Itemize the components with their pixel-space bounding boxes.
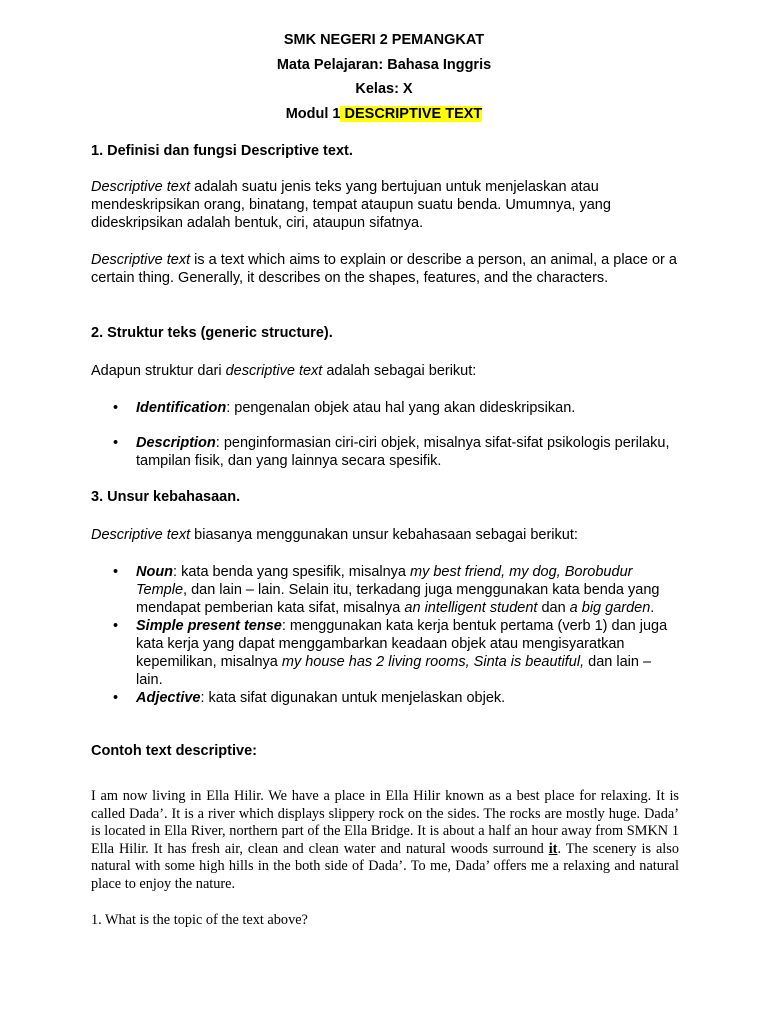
underlined-word: it [548,840,558,857]
term-noun: Noun [136,564,174,580]
structure-list [91,399,681,417]
example-text: I am now living in Ella Hilir. We have a place in Ella Hilir known as a best place for relaxing. It is called Dada’. It is a river which displays slippery rock on the sides. The rocks are mostly huge. Dada’ is located in Ella River, northern part of the Ella Bridge. It is about a half an hour away from SMKN 1 Ella Hilir. It has fresh air, clean and clean water and natural woods surround [91,788,679,857]
item-text: : kata benda yang spesifik, misalnya [173,564,411,580]
section1-heading: 1. Definisi dan fungsi Descriptive text. [91,143,353,159]
example-phrase: a big garden [569,600,651,616]
section2-intro [91,362,681,380]
term-descriptive-text: Descriptive text [91,179,191,195]
section3-heading: 3. Unsur kebahasaan. [91,489,241,505]
item-text: : kata sifat digunakan untuk menjelaskan objek. [200,690,506,706]
term-description: Description [136,435,216,451]
structure-list-2 [91,434,681,470]
term-simple-present-tense: Simple present tense [136,618,282,634]
intro-text: adalah sebagai berikut: [322,363,477,379]
school-name: SMK NEGERI 2 PEMANGKAT [283,32,485,48]
section2-heading: 2. Struktur teks (generic structure). [91,325,333,341]
example-phrase: an intelligent student [404,600,538,616]
section1-paragraph-en [91,251,681,287]
example-heading: Contoh text descriptive: [91,743,257,759]
section1-paragraph-id [91,178,681,232]
language-features-list [91,563,681,707]
list-item-description [91,434,681,470]
term-descriptive-text: Descriptive text [91,527,191,543]
item-text: dan lain – lain. [136,654,652,688]
question-1: 1. What is the topic of the text above? [91,912,308,928]
section3-intro [91,526,681,544]
example-phrase: my best friend, my dog, Borobudur Temple [136,564,633,598]
module-line [0,105,768,123]
item-text: : penginformasian ciri-ciri objek, misalnya sifat-sifat psikologis perilaku, tampilan fisik, dan yang lainnya secara spesifik. [136,435,670,469]
term-descriptive-text: descriptive text [225,363,323,379]
example-paragraph [91,788,679,894]
list-item-adjective [91,689,681,707]
item-text: : pengenalan objek atau hal yang akan dideskripsikan. [226,400,576,416]
module-prefix: Modul 1 [285,106,341,122]
term-descriptive-text: Descriptive text [91,252,191,268]
class-line: Kelas: X [355,81,413,97]
example-phrase: my house has 2 living rooms, Sinta is beautiful, [281,654,585,670]
module-title: DESCRIPTIVE TEXT [340,106,483,122]
list-item-simple-present-tense [91,617,681,689]
intro-text: biasanya menggunakan unsur kebahasaan sebagai berikut: [190,527,578,543]
paragraph-text: adalah suatu jenis teks yang bertujuan untuk menjelaskan atau mendeskripsikan orang, binatang, tempat ataupun suatu benda. Umumnya, yang dideskripsikan adalah bentuk, ciri, ataupun sifatnya. [91,179,611,231]
list-item-identification [91,399,681,417]
item-text: : menggunakan kata kerja bentuk pertama (verb 1) dan juga kata kerja yang dapat menggambarkan keadaan objek atau mengisyaratkan kepemilikan, misalnya [136,618,668,670]
term-adjective: Adjective [136,690,201,706]
item-text: . [650,600,655,616]
example-text: . The scenery is also natural with some high hills in the both side of Dada’. To me, Dada’ offers me a relaxing and natural place to enjoy the nature. [91,840,679,892]
term-identification: Identification [136,400,227,416]
list-item-noun [91,563,681,617]
item-text: dan [537,600,570,616]
intro-text: Adapun struktur dari [91,363,226,379]
paragraph-text: is a text which aims to explain or describe a person, an animal, a place or a certain thing. Generally, it describes on the shapes, features, and the characters. [91,252,677,286]
item-text: , dan lain – lain. Selain itu, terkadang juga menggunakan kata benda yang mendapat pemberian kata sifat, misalnya [136,582,660,616]
subject-line: Mata Pelajaran: Bahasa Inggris [276,57,492,73]
